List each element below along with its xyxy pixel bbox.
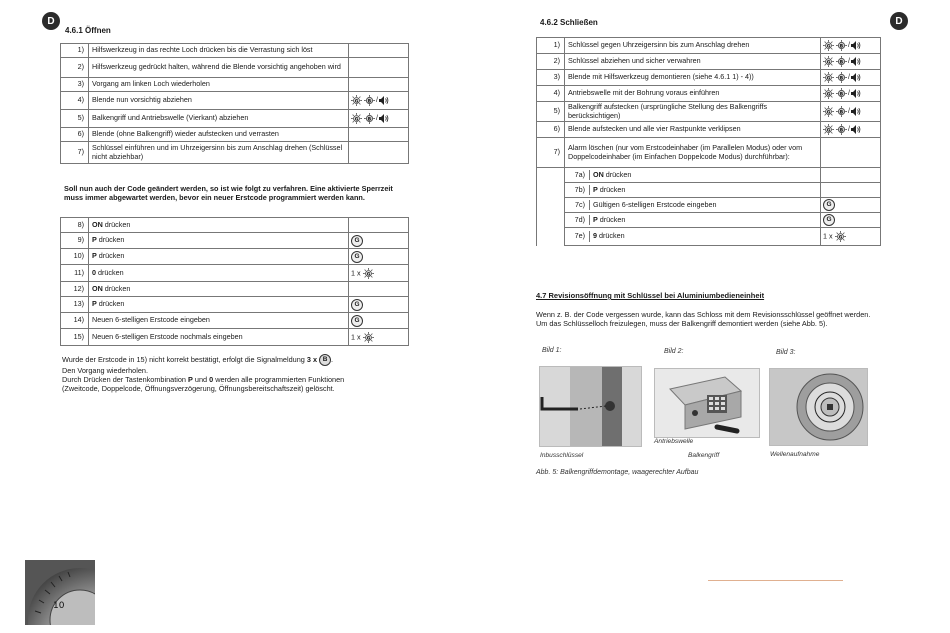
- step-text: [89, 249, 349, 265]
- table-row: [537, 168, 881, 183]
- row-spacer: [537, 228, 565, 246]
- led-green-icon: G: [351, 299, 363, 311]
- step-number: 7e): [565, 231, 590, 241]
- speaker-icon: [851, 73, 861, 82]
- table-row: [61, 249, 409, 265]
- table-row: [537, 138, 881, 168]
- closing-steps-table: [536, 37, 881, 246]
- step-number: 5): [61, 110, 89, 128]
- label-antriebswelle: Antriebswelle: [654, 438, 694, 445]
- footer-keys-e: werden alle programmierten Funktionen: [213, 375, 345, 385]
- svg-text:G: G: [354, 98, 359, 104]
- revision-text: Wenn z. B. der Code vergessen wurde, kann das Schloss mit dem Revisionsschlüssel geöffnet werden. Um das Schlüsselloch freizulegen, muss der Balkengriff demontiert werden (siehe Abb. 5).: [536, 310, 871, 329]
- step-number: 11): [61, 265, 89, 282]
- footer-text-a: Wurde der Erstcode in 15) nicht korrekt bestätigt, erfolgt die Signalmeldung: [62, 354, 307, 364]
- led-green-icon: G: [351, 251, 363, 263]
- svg-text:B: B: [839, 75, 844, 81]
- table-row: [537, 38, 881, 54]
- table-row: [537, 86, 881, 102]
- step-number: 7b): [565, 185, 590, 195]
- led-battery-icon: [836, 124, 847, 135]
- dial-number: 10: [53, 601, 65, 611]
- step-signal: [821, 228, 881, 246]
- bild3-photo: [769, 368, 868, 446]
- footer-key-0: 0: [209, 375, 214, 385]
- step-signal: [821, 138, 881, 168]
- step-text: Alarm löschen (nur vom Erstcodeinhaber (im Parallelen Modus) oder vom Doppelcodeinhaber (im Einfachen Doppelcode Modus) durchführbar):: [565, 138, 821, 168]
- step-text: Hilfswerkzeug gedrückt halten, während die Blende vorsichtig angehoben wird: [89, 58, 349, 78]
- step-signal: [349, 249, 409, 265]
- step-action: Gültigen 6-stelligen Erstcode eingeben: [593, 199, 717, 209]
- led-battery-icon: [836, 56, 847, 67]
- step-signal: [349, 313, 409, 329]
- led-green-icon: G: [823, 199, 835, 211]
- step-number: 3): [537, 70, 565, 86]
- step-signal: G B /: [821, 122, 881, 138]
- step-text: [89, 265, 349, 282]
- svg-text:G: G: [354, 116, 359, 122]
- step-signal: [821, 168, 881, 183]
- step-signal: [349, 142, 409, 164]
- svg-text:G: G: [366, 334, 370, 340]
- step-text: Schlüssel abziehen und sicher verwahren: [565, 54, 821, 70]
- step-number: 3): [61, 78, 89, 92]
- table-row: [61, 128, 409, 142]
- table-row: [537, 70, 881, 86]
- figure-caption: Abb. 5: Balkengriffdemontage, waagerechter Aufbau: [536, 469, 699, 476]
- step-signal: [349, 218, 409, 233]
- step-signal: [349, 265, 409, 282]
- table-row: [61, 218, 409, 233]
- speaker-icon: [851, 107, 861, 116]
- svg-text:G: G: [826, 59, 831, 65]
- step-signal: [821, 213, 881, 228]
- row-spacer: [537, 168, 565, 183]
- table-row: [61, 265, 409, 282]
- step-signal: [821, 183, 881, 198]
- step-action: drücken: [597, 231, 625, 241]
- led-battery-icon: [836, 88, 847, 99]
- bild1-label: Bild 1:: [542, 347, 562, 354]
- table-row: [61, 329, 409, 346]
- svg-text:G: G: [826, 43, 831, 49]
- step-key: P: [593, 214, 598, 224]
- speaker-icon: [851, 57, 861, 66]
- times-one-label: 1 x: [351, 267, 361, 277]
- step-signal: [349, 297, 409, 313]
- speaker-icon: [379, 114, 389, 123]
- step-signal: [349, 44, 409, 58]
- led-battery-icon: [836, 106, 847, 117]
- led-green-icon: [823, 40, 834, 51]
- step-action: drücken: [102, 219, 131, 229]
- times-one-label: 1 x: [351, 331, 361, 341]
- led-green-icon: [823, 72, 834, 83]
- step-number: 1): [61, 44, 89, 58]
- step-signal: [349, 233, 409, 249]
- step-text: Hilfswerkzeug in das rechte Loch drücken bis die Verrastung sich löst: [89, 44, 349, 58]
- step-signal: [349, 58, 409, 78]
- step-key: P: [92, 251, 97, 261]
- step-text: [89, 313, 349, 329]
- svg-text:B: B: [839, 91, 844, 97]
- row-spacer: [537, 183, 565, 198]
- times-one-label: 1 x: [823, 231, 833, 241]
- step-text: [565, 198, 821, 213]
- step-signal: [349, 329, 409, 346]
- step-action: drücken: [597, 184, 626, 194]
- led-green-icon: [823, 88, 834, 99]
- svg-text:B: B: [839, 43, 844, 49]
- footer-repeat: Den Vorgang wiederholen.: [62, 366, 149, 375]
- step-number: 12): [61, 282, 89, 297]
- footer-key-p: P: [188, 375, 193, 385]
- step-key: P: [92, 235, 97, 245]
- step-text: Balkengriff aufstecken (ursprüngliche Stellung des Balkengriffs berücksichtigen): [565, 102, 821, 122]
- table-row: [61, 297, 409, 313]
- led-green-flash-icon: [835, 231, 846, 242]
- step-number: 7): [61, 142, 89, 164]
- dial-lock-photo: [25, 560, 95, 625]
- step-number: 1): [537, 38, 565, 54]
- step-key: P: [593, 184, 598, 194]
- step-signal: G B /: [821, 38, 881, 54]
- svg-text:B: B: [367, 116, 372, 122]
- table-row: [61, 58, 409, 78]
- table-row: [61, 110, 409, 128]
- step-number: 6): [537, 122, 565, 138]
- table-row: [537, 102, 881, 122]
- led-battery-icon: [364, 95, 375, 106]
- step-signal: G B /: [349, 92, 409, 110]
- svg-text:G: G: [366, 270, 370, 276]
- table-row: [537, 213, 881, 228]
- led-battery-icon: [836, 40, 847, 51]
- led-green-icon: [823, 106, 834, 117]
- footer-keys-a: Durch Drücken der Tastenkombination: [62, 375, 189, 385]
- label-balkengriff: Balkengriff: [688, 452, 720, 459]
- bild2-label: Bild 2:: [664, 348, 684, 355]
- step-number: 10): [61, 249, 89, 265]
- step-signal: [349, 128, 409, 142]
- step-signal: [349, 78, 409, 92]
- step-number: 7c): [565, 200, 590, 210]
- step-number: 7a): [565, 170, 590, 180]
- led-green-icon: [351, 95, 362, 106]
- step-text: [89, 218, 349, 233]
- led-battery-icon: [364, 113, 375, 124]
- svg-text:G: G: [826, 75, 831, 81]
- step-signal: G B /: [821, 102, 881, 122]
- opening-steps-table: [60, 43, 409, 164]
- table-row: [61, 78, 409, 92]
- step-text: [565, 213, 821, 228]
- step-text: Balkengriff und Antriebswelle (Vierkant) abziehen: [89, 110, 349, 128]
- step-number: 2): [537, 54, 565, 70]
- svg-text:G: G: [826, 127, 831, 133]
- step-number: 4): [61, 92, 89, 110]
- footer-functions: (Zweitcode, Doppelcode, Öffnungsverzögerung, Öffnungsbereitschaftszeit) gelöscht.: [62, 384, 335, 394]
- step-number: 13): [61, 297, 89, 313]
- step-text: Vorgang am linken Loch wiederholen: [89, 78, 349, 92]
- step-signal: G B /: [821, 86, 881, 102]
- step-signal: G B /: [821, 54, 881, 70]
- table-row: [537, 183, 881, 198]
- battery-signal-icon: B: [319, 354, 331, 366]
- step-number: 14): [61, 313, 89, 329]
- code-change-intro: Soll nun auch der Code geändert werden, so ist wie folgt zu verfahren. Eine aktivierte Sperrzeit muss immer abgewartet werden, bevor ein neuer Erstcode programmiert werden kann.: [64, 184, 393, 203]
- label-wellenaufnahme: Wellenaufnahme: [770, 451, 820, 458]
- led-green-flash-icon: [363, 268, 374, 279]
- step-number: 8): [61, 218, 89, 233]
- step-text: [89, 297, 349, 313]
- footer-keys-c: und: [192, 375, 210, 385]
- step-number: 7): [537, 138, 565, 168]
- step-key: ON: [593, 169, 604, 179]
- signal-footer: Wurde der Erstcode in 15) nicht korrekt bestätigt, erfolgt die Signalmeldung 3 x B . Den Vorgang wiederholen. Durch Drücken der Tastenkombination P und 0 werden alle programmierten Funktionen (Zweitcode, Doppelcode, Öffnungsverzögerung, Öffnungsbereitschaftszeit) gelöscht.: [62, 354, 412, 393]
- led-green-icon: [823, 56, 834, 67]
- step-key: 0: [92, 267, 96, 277]
- label-inbusschluessel: Inbusschlüssel: [540, 452, 584, 459]
- step-text: Blende (ohne Balkengriff) wieder aufstecken und verrasten: [89, 128, 349, 142]
- svg-text:G: G: [826, 109, 831, 115]
- page-rule: [708, 580, 843, 581]
- svg-text:G: G: [826, 91, 831, 97]
- step-number: 6): [61, 128, 89, 142]
- svg-text:G: G: [838, 234, 842, 240]
- language-badge-right: D: [890, 12, 908, 30]
- speaker-icon: [851, 125, 861, 134]
- step-signal: G B /: [349, 110, 409, 128]
- step-number: 9): [61, 233, 89, 249]
- step-text: Blende nun vorsichtig abziehen: [89, 92, 349, 110]
- step-text: [565, 183, 821, 198]
- svg-text:B: B: [839, 109, 844, 115]
- row-spacer: [537, 198, 565, 213]
- bild3-label: Bild 3:: [776, 349, 796, 356]
- step-text: [89, 329, 349, 346]
- table-row: [61, 44, 409, 58]
- step-signal: [349, 282, 409, 297]
- speaker-icon: [851, 41, 861, 50]
- table-row: [61, 142, 409, 164]
- step-text: Antriebswelle mit der Bohrung voraus einführen: [565, 86, 821, 102]
- step-text: Schlüssel einführen und im Uhrzeigersinn bis zum Anschlag drehen (Schlüssel nicht abziehbar): [89, 142, 349, 164]
- speaker-icon: [379, 96, 389, 105]
- table-row: [537, 198, 881, 213]
- step-signal: [821, 198, 881, 213]
- row-spacer: [537, 213, 565, 228]
- footer-3x: 3 x: [306, 354, 318, 364]
- led-green-icon: G: [351, 315, 363, 327]
- step-key: ON: [92, 283, 103, 293]
- step-signal: G B /: [821, 70, 881, 86]
- step-text: [565, 168, 821, 183]
- step-number: 4): [537, 86, 565, 102]
- svg-text:B: B: [839, 59, 844, 65]
- step-text: Blende aufstecken und alle vier Rastpunkte verklipsen: [565, 122, 821, 138]
- table-row: [537, 122, 881, 138]
- step-text: Blende mit Hilfswerkzeug demontieren (siehe 4.6.1 1) - 4)): [565, 70, 821, 86]
- step-number: 2): [61, 58, 89, 78]
- step-text: [565, 228, 821, 246]
- bild2-photo: [654, 368, 760, 438]
- led-green-icon: G: [351, 235, 363, 247]
- step-text: [89, 233, 349, 249]
- step-key: 9: [593, 231, 597, 241]
- led-green-flash-icon: [363, 332, 374, 343]
- section-title-revision: 4.7 Revisionsöffnung mit Schlüssel bei Aluminiumbedieneinheit: [536, 291, 765, 300]
- table-row: [61, 282, 409, 297]
- step-key: ON: [92, 219, 103, 229]
- code-steps-table: [60, 217, 409, 346]
- step-action: drücken: [597, 214, 626, 224]
- section-title-schliessen: 4.6.2 Schließen: [540, 18, 598, 27]
- step-number: 5): [537, 102, 565, 122]
- language-badge: D: [42, 12, 60, 30]
- step-key: P: [92, 299, 97, 309]
- led-battery-icon: [836, 72, 847, 83]
- svg-text:B: B: [367, 98, 372, 104]
- table-row: [61, 233, 409, 249]
- svg-text:B: B: [839, 127, 844, 133]
- led-green-icon: [823, 124, 834, 135]
- step-text: Schlüssel gegen Uhrzeigersinn bis zum Anschlag drehen: [565, 38, 821, 54]
- step-action: drücken: [102, 283, 131, 293]
- step-action: drücken: [96, 299, 125, 309]
- led-green-icon: [351, 113, 362, 124]
- step-action: drücken: [96, 235, 125, 245]
- step-text: [89, 282, 349, 297]
- step-action: Neuen 6-stelligen Erstcode nochmals eingeben: [92, 331, 243, 341]
- speaker-icon: [851, 89, 861, 98]
- step-number: 7d): [565, 215, 590, 225]
- table-row: [537, 228, 881, 246]
- step-number: 15): [61, 329, 89, 346]
- bild1-photo: [539, 366, 642, 447]
- table-row: [537, 54, 881, 70]
- step-action: drücken: [603, 169, 632, 179]
- led-green-icon: G: [823, 214, 835, 226]
- step-action: drücken: [96, 267, 124, 277]
- section-title-oeffnen: 4.6.1 Öffnen: [65, 26, 111, 35]
- table-row: [61, 92, 409, 110]
- step-action: drücken: [96, 251, 125, 261]
- step-action: Neuen 6-stelligen Erstcode eingeben: [92, 315, 210, 325]
- table-row: [61, 313, 409, 329]
